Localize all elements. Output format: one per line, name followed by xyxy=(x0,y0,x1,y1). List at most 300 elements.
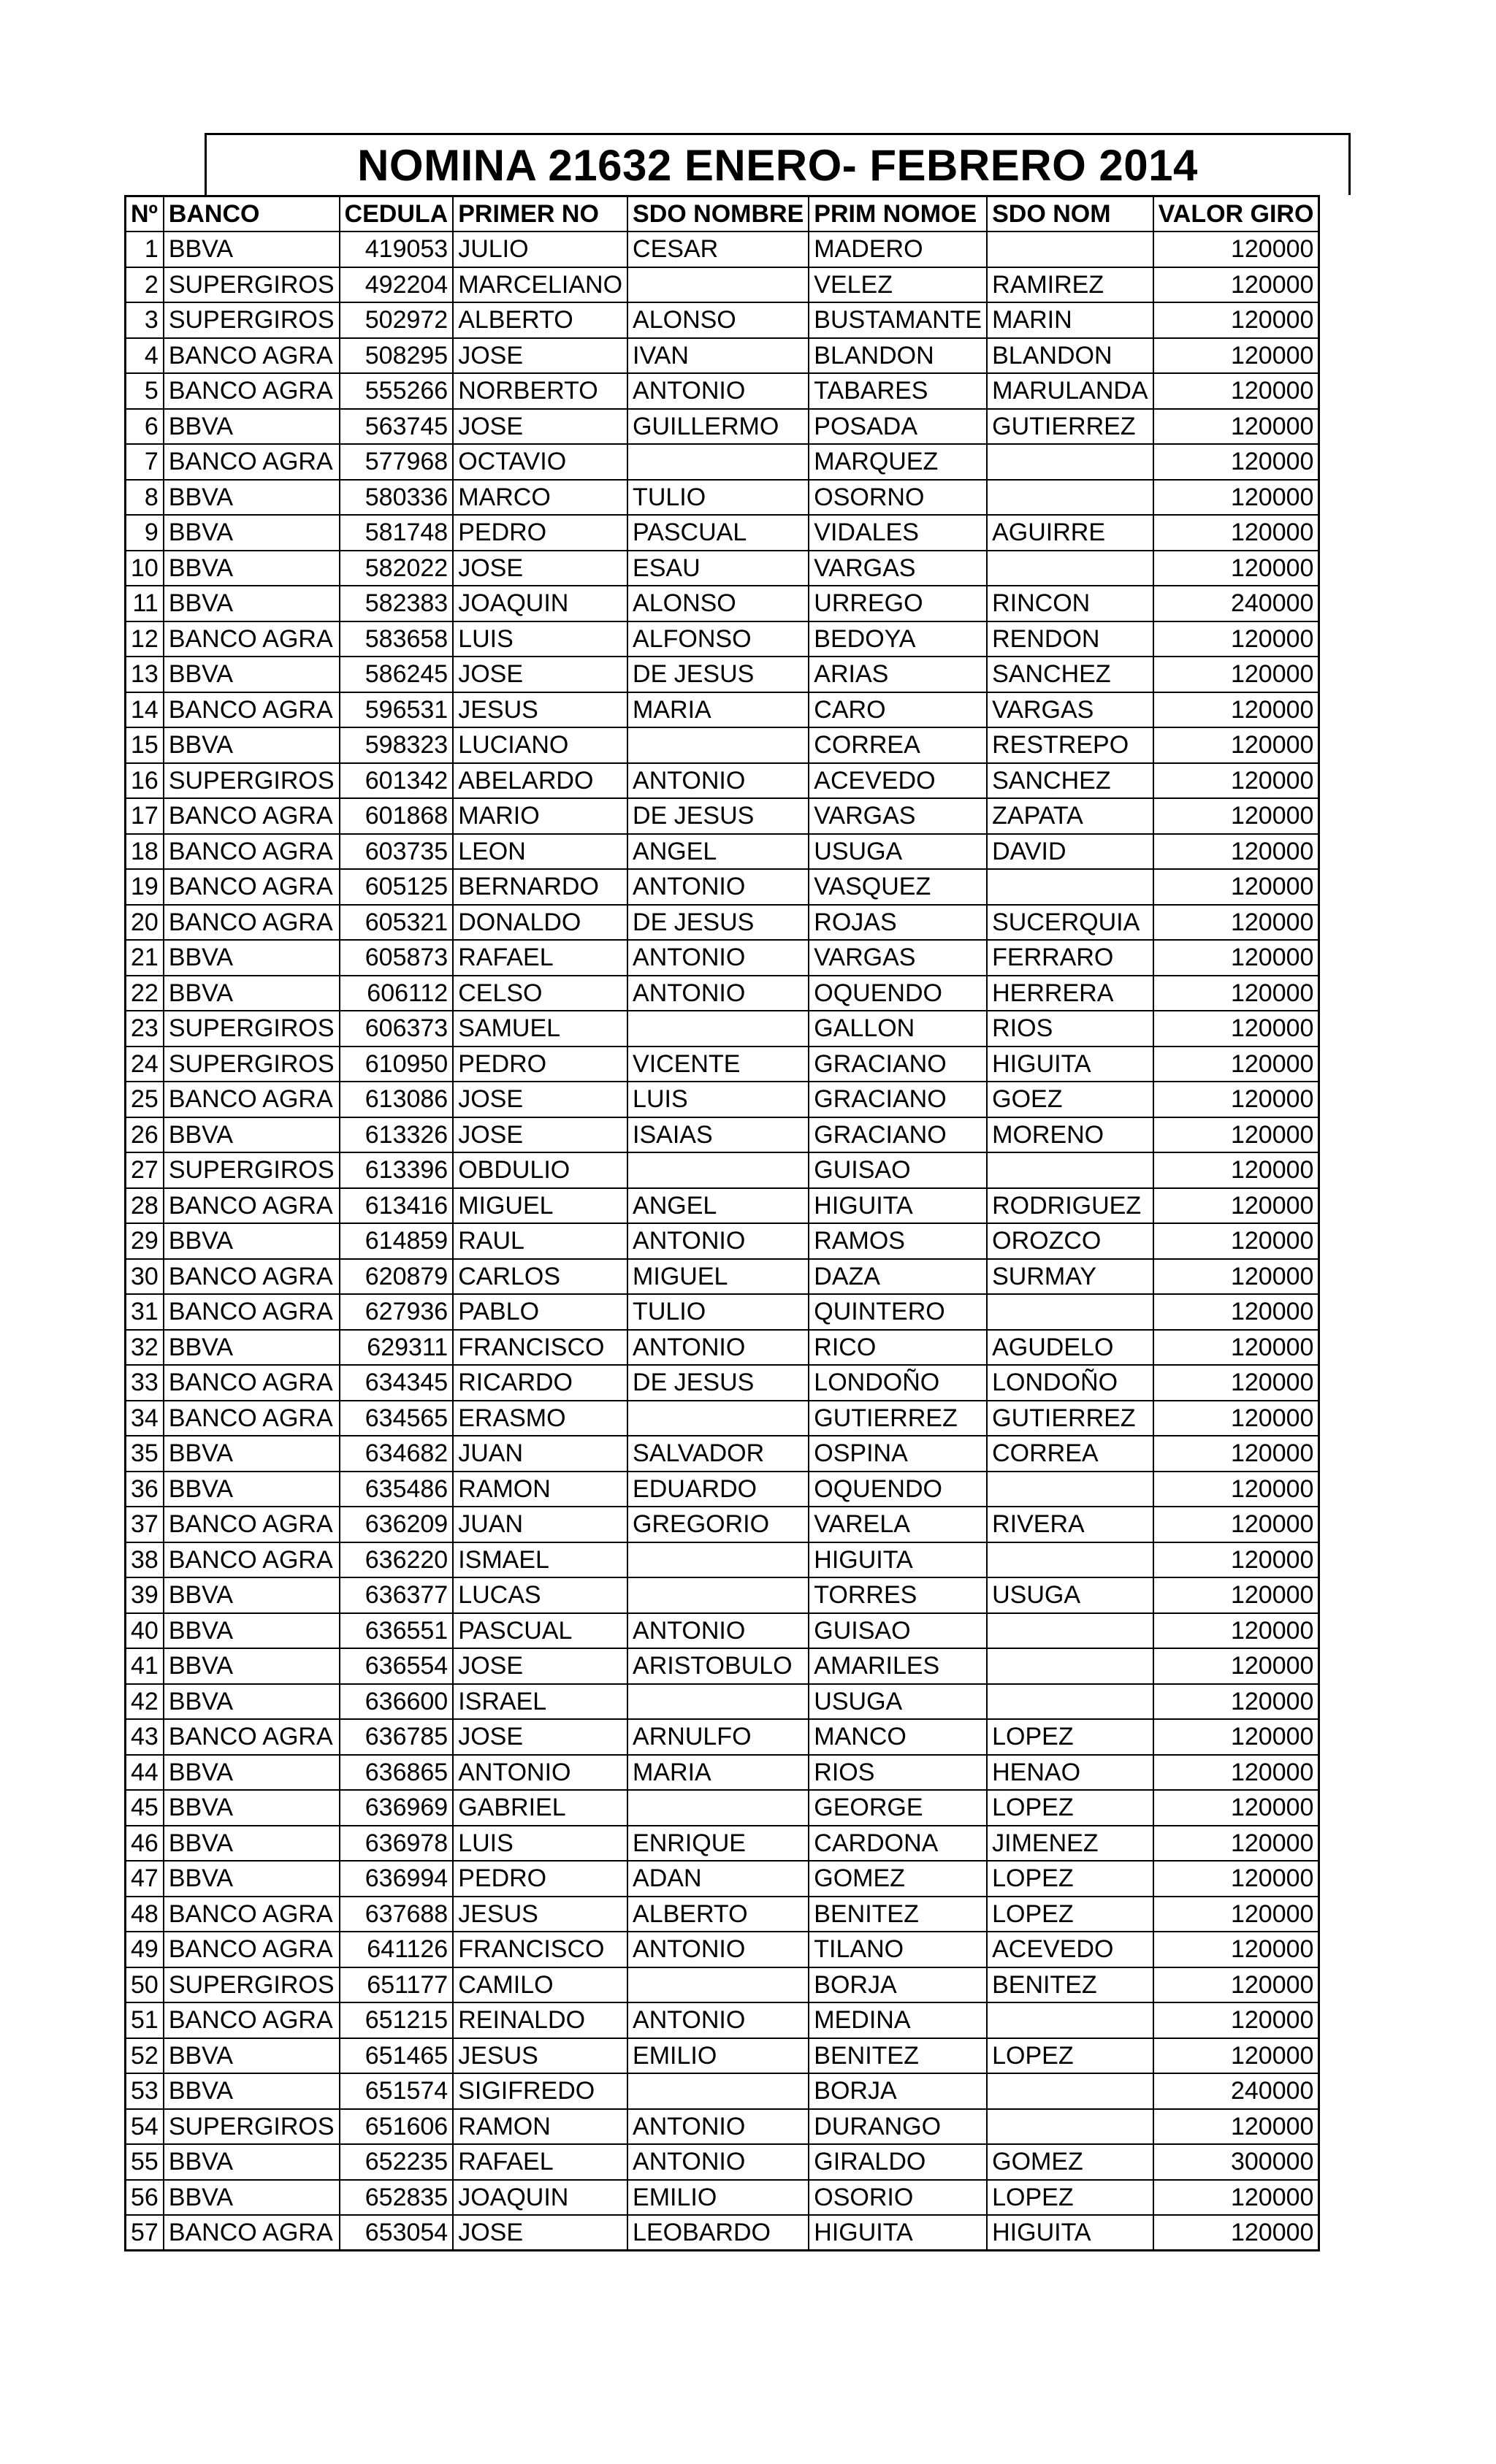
row-number: 51 xyxy=(126,2002,164,2038)
second-surname-cell: VARGAS xyxy=(987,692,1153,728)
table-row xyxy=(126,444,1319,480)
second-name-cell: ANTONIO xyxy=(627,2002,809,2038)
first-name-cell: JESUS xyxy=(453,1897,627,1932)
amount-cell: 120000 xyxy=(1153,373,1319,409)
bank-cell: BBVA xyxy=(164,727,340,763)
second-surname-cell: SUCERQUIA xyxy=(987,905,1153,941)
id-cell: 636377 xyxy=(340,1577,454,1613)
second-surname-cell: GOMEZ xyxy=(987,2144,1153,2180)
second-surname-cell: AGUIRRE xyxy=(987,515,1153,551)
first-surname-cell: CARO xyxy=(809,692,987,728)
header-second-surname: SDO NOM xyxy=(987,196,1153,232)
second-surname-cell: GUTIERREZ xyxy=(987,1401,1153,1436)
table-row xyxy=(126,1719,1319,1755)
first-surname-cell: HIGUITA xyxy=(809,2215,987,2251)
bank-cell: BANCO AGRA xyxy=(164,1259,340,1295)
row-number: 48 xyxy=(126,1897,164,1932)
id-cell: 577968 xyxy=(340,444,454,480)
first-surname-cell: AMARILES xyxy=(809,1648,987,1684)
bank-cell: SUPERGIROS xyxy=(164,1011,340,1047)
id-cell: 653054 xyxy=(340,2215,454,2251)
id-cell: 610950 xyxy=(340,1047,454,1082)
row-number: 31 xyxy=(126,1294,164,1330)
second-surname-cell: SANCHEZ xyxy=(987,657,1153,692)
amount-cell: 120000 xyxy=(1153,515,1319,551)
amount-cell: 120000 xyxy=(1153,409,1319,445)
id-cell: 627936 xyxy=(340,1294,454,1330)
row-number: 49 xyxy=(126,1932,164,1967)
row-number: 24 xyxy=(126,1047,164,1082)
first-surname-cell: GUTIERREZ xyxy=(809,1401,987,1436)
second-surname-cell: HIGUITA xyxy=(987,1047,1153,1082)
first-name-cell: CAMILO xyxy=(453,1967,627,2003)
row-number: 4 xyxy=(126,338,164,374)
id-cell: 605321 xyxy=(340,905,454,941)
table-row xyxy=(126,1542,1319,1578)
id-cell: 636994 xyxy=(340,1861,454,1897)
second-name-cell: LUIS xyxy=(627,1082,809,1117)
bank-cell: BANCO AGRA xyxy=(164,692,340,728)
second-name-cell xyxy=(627,1967,809,2003)
second-name-cell: GREGORIO xyxy=(627,1507,809,1542)
first-surname-cell: BENITEZ xyxy=(809,1897,987,1932)
second-name-cell xyxy=(627,2073,809,2109)
first-name-cell: BERNARDO xyxy=(453,869,627,905)
bank-cell: BBVA xyxy=(164,2144,340,2180)
second-name-cell: EMILIO xyxy=(627,2180,809,2216)
row-number: 25 xyxy=(126,1082,164,1117)
header-row xyxy=(126,196,1319,232)
row-number: 55 xyxy=(126,2144,164,2180)
first-name-cell: ABELARDO xyxy=(453,763,627,799)
row-number: 23 xyxy=(126,1011,164,1047)
amount-cell: 120000 xyxy=(1153,1259,1319,1295)
id-cell: 580336 xyxy=(340,480,454,516)
bank-cell: SUPERGIROS xyxy=(164,763,340,799)
id-cell: 636865 xyxy=(340,1755,454,1791)
second-surname-cell xyxy=(987,1648,1153,1684)
second-name-cell: MIGUEL xyxy=(627,1259,809,1295)
table-row xyxy=(126,798,1319,834)
amount-cell: 120000 xyxy=(1153,1613,1319,1649)
second-name-cell xyxy=(627,1152,809,1188)
first-name-cell: JOSE xyxy=(453,657,627,692)
header-first-surname: PRIM NOMOE xyxy=(809,196,987,232)
first-surname-cell: GRACIANO xyxy=(809,1117,987,1153)
id-cell: 582022 xyxy=(340,551,454,586)
bank-cell: BANCO AGRA xyxy=(164,2215,340,2251)
first-surname-cell: USUGA xyxy=(809,1684,987,1720)
first-surname-cell: ARIAS xyxy=(809,657,987,692)
bank-cell: BBVA xyxy=(164,940,340,976)
first-surname-cell: ACEVEDO xyxy=(809,763,987,799)
id-cell: 613086 xyxy=(340,1082,454,1117)
amount-cell: 120000 xyxy=(1153,1117,1319,1153)
id-cell: 419053 xyxy=(340,232,454,267)
amount-cell: 120000 xyxy=(1153,1365,1319,1401)
table-row xyxy=(126,2073,1319,2109)
bank-cell: BANCO AGRA xyxy=(164,1188,340,1224)
table-row xyxy=(126,2180,1319,2216)
amount-cell: 120000 xyxy=(1153,727,1319,763)
first-surname-cell: BENITEZ xyxy=(809,2038,987,2074)
second-name-cell: ALONSO xyxy=(627,586,809,621)
amount-cell: 120000 xyxy=(1153,621,1319,657)
amount-cell: 120000 xyxy=(1153,338,1319,374)
amount-cell: 120000 xyxy=(1153,1577,1319,1613)
first-surname-cell: TILANO xyxy=(809,1932,987,1967)
second-name-cell: DE JESUS xyxy=(627,798,809,834)
table-row xyxy=(126,1648,1319,1684)
table-row xyxy=(126,302,1319,338)
row-number: 2 xyxy=(126,267,164,303)
table-row xyxy=(126,1401,1319,1436)
first-name-cell: NORBERTO xyxy=(453,373,627,409)
amount-cell: 120000 xyxy=(1153,869,1319,905)
id-cell: 492204 xyxy=(340,267,454,303)
bank-cell: BBVA xyxy=(164,1755,340,1791)
amount-cell: 120000 xyxy=(1153,905,1319,941)
second-name-cell: ANTONIO xyxy=(627,1613,809,1649)
table-row xyxy=(126,2144,1319,2180)
bank-cell: BANCO AGRA xyxy=(164,621,340,657)
second-surname-cell: RIVERA xyxy=(987,1507,1153,1542)
second-name-cell xyxy=(627,1011,809,1047)
first-surname-cell: HIGUITA xyxy=(809,1542,987,1578)
bank-cell: BBVA xyxy=(164,515,340,551)
id-cell: 601342 xyxy=(340,763,454,799)
id-cell: 555266 xyxy=(340,373,454,409)
first-name-cell: JOAQUIN xyxy=(453,586,627,621)
bank-cell: BANCO AGRA xyxy=(164,444,340,480)
second-surname-cell: LOPEZ xyxy=(987,2038,1153,2074)
id-cell: 605873 xyxy=(340,940,454,976)
second-name-cell: ARNULFO xyxy=(627,1719,809,1755)
header-id: CEDULA xyxy=(340,196,454,232)
bank-cell: BANCO AGRA xyxy=(164,2002,340,2038)
amount-cell: 120000 xyxy=(1153,444,1319,480)
second-surname-cell: HERRERA xyxy=(987,976,1153,1011)
first-name-cell: ISMAEL xyxy=(453,1542,627,1578)
bank-cell: BANCO AGRA xyxy=(164,834,340,870)
bank-cell: BANCO AGRA xyxy=(164,1897,340,1932)
bank-cell: BBVA xyxy=(164,551,340,586)
first-name-cell: MARIO xyxy=(453,798,627,834)
bank-cell: BBVA xyxy=(164,409,340,445)
first-surname-cell: HIGUITA xyxy=(809,1188,987,1224)
amount-cell: 120000 xyxy=(1153,1826,1319,1862)
amount-cell: 120000 xyxy=(1153,1897,1319,1932)
first-surname-cell: GEORGE xyxy=(809,1790,987,1826)
row-number: 39 xyxy=(126,1577,164,1613)
row-number: 15 xyxy=(126,727,164,763)
first-surname-cell: USUGA xyxy=(809,834,987,870)
second-surname-cell: RESTREPO xyxy=(987,727,1153,763)
amount-cell: 120000 xyxy=(1153,1436,1319,1472)
second-surname-cell xyxy=(987,2073,1153,2109)
id-cell: 614859 xyxy=(340,1223,454,1259)
second-name-cell: ESAU xyxy=(627,551,809,586)
id-cell: 635486 xyxy=(340,1472,454,1507)
first-name-cell: ERASMO xyxy=(453,1401,627,1436)
table-row xyxy=(126,232,1319,267)
second-name-cell: VICENTE xyxy=(627,1047,809,1082)
table-row xyxy=(126,1897,1319,1932)
first-name-cell: JESUS xyxy=(453,692,627,728)
table-row xyxy=(126,976,1319,1011)
id-cell: 596531 xyxy=(340,692,454,728)
first-name-cell: RAFAEL xyxy=(453,940,627,976)
id-cell: 634565 xyxy=(340,1401,454,1436)
amount-cell: 120000 xyxy=(1153,692,1319,728)
amount-cell: 120000 xyxy=(1153,763,1319,799)
id-cell: 636551 xyxy=(340,1613,454,1649)
second-surname-cell: MORENO xyxy=(987,1117,1153,1153)
second-surname-cell: SURMAY xyxy=(987,1259,1153,1295)
second-surname-cell xyxy=(987,1294,1153,1330)
second-name-cell: IVAN xyxy=(627,338,809,374)
second-surname-cell: BLANDON xyxy=(987,338,1153,374)
row-number: 36 xyxy=(126,1472,164,1507)
first-name-cell: JUAN xyxy=(453,1507,627,1542)
id-cell: 613416 xyxy=(340,1188,454,1224)
table-row xyxy=(126,373,1319,409)
first-name-cell: SAMUEL xyxy=(453,1011,627,1047)
second-name-cell: EMILIO xyxy=(627,2038,809,2074)
bank-cell: BANCO AGRA xyxy=(164,1294,340,1330)
bank-cell: BANCO AGRA xyxy=(164,905,340,941)
second-name-cell: ANTONIO xyxy=(627,940,809,976)
second-surname-cell: SANCHEZ xyxy=(987,763,1153,799)
second-name-cell: ANTONIO xyxy=(627,1223,809,1259)
bank-cell: BBVA xyxy=(164,1613,340,1649)
table-row xyxy=(126,1932,1319,1967)
first-name-cell: CARLOS xyxy=(453,1259,627,1295)
second-name-cell: ANTONIO xyxy=(627,2144,809,2180)
second-name-cell: SALVADOR xyxy=(627,1436,809,1472)
table-row xyxy=(126,1755,1319,1791)
id-cell: 634345 xyxy=(340,1365,454,1401)
row-number: 33 xyxy=(126,1365,164,1401)
bank-cell: SUPERGIROS xyxy=(164,267,340,303)
amount-cell: 120000 xyxy=(1153,2038,1319,2074)
amount-cell: 120000 xyxy=(1153,1047,1319,1082)
bank-cell: BBVA xyxy=(164,1648,340,1684)
amount-cell: 120000 xyxy=(1153,1648,1319,1684)
first-surname-cell: OSPINA xyxy=(809,1436,987,1472)
bank-cell: BBVA xyxy=(164,1330,340,1366)
first-name-cell: ISRAEL xyxy=(453,1684,627,1720)
second-surname-cell: RODRIGUEZ xyxy=(987,1188,1153,1224)
second-name-cell: MARIA xyxy=(627,692,809,728)
first-surname-cell: MARQUEZ xyxy=(809,444,987,480)
row-number: 19 xyxy=(126,869,164,905)
first-surname-cell: GUISAO xyxy=(809,1152,987,1188)
bank-cell: SUPERGIROS xyxy=(164,2109,340,2145)
id-cell: 583658 xyxy=(340,621,454,657)
first-surname-cell: CORREA xyxy=(809,727,987,763)
second-surname-cell xyxy=(987,869,1153,905)
amount-cell: 120000 xyxy=(1153,1188,1319,1224)
amount-cell: 300000 xyxy=(1153,2144,1319,2180)
amount-cell: 120000 xyxy=(1153,1011,1319,1047)
first-name-cell: LUCIANO xyxy=(453,727,627,763)
second-name-cell: PASCUAL xyxy=(627,515,809,551)
second-surname-cell: BENITEZ xyxy=(987,1967,1153,2003)
amount-cell: 120000 xyxy=(1153,657,1319,692)
bank-cell: BANCO AGRA xyxy=(164,1542,340,1578)
second-surname-cell xyxy=(987,1684,1153,1720)
first-surname-cell: LONDOÑO xyxy=(809,1365,987,1401)
table-row xyxy=(126,621,1319,657)
first-surname-cell: GALLON xyxy=(809,1011,987,1047)
table-row xyxy=(126,1330,1319,1366)
second-name-cell: ANTONIO xyxy=(627,763,809,799)
table-row xyxy=(126,1082,1319,1117)
first-surname-cell: GOMEZ xyxy=(809,1861,987,1897)
second-surname-cell: ZAPATA xyxy=(987,798,1153,834)
bank-cell: BBVA xyxy=(164,1577,340,1613)
amount-cell: 120000 xyxy=(1153,2002,1319,2038)
first-surname-cell: VIDALES xyxy=(809,515,987,551)
table-row xyxy=(126,1613,1319,1649)
second-surname-cell: ACEVEDO xyxy=(987,1932,1153,1967)
first-name-cell: OCTAVIO xyxy=(453,444,627,480)
bank-cell: BANCO AGRA xyxy=(164,1932,340,1967)
id-cell: 620879 xyxy=(340,1259,454,1295)
first-name-cell: JOSE xyxy=(453,409,627,445)
second-surname-cell xyxy=(987,1613,1153,1649)
first-name-cell: JUAN xyxy=(453,1436,627,1472)
first-name-cell: LUCAS xyxy=(453,1577,627,1613)
second-name-cell xyxy=(627,1790,809,1826)
first-surname-cell: BORJA xyxy=(809,2073,987,2109)
amount-cell: 120000 xyxy=(1153,1684,1319,1720)
first-surname-cell: RAMOS xyxy=(809,1223,987,1259)
second-surname-cell: JIMENEZ xyxy=(987,1826,1153,1862)
first-name-cell: RICARDO xyxy=(453,1365,627,1401)
first-name-cell: LEON xyxy=(453,834,627,870)
bank-cell: BBVA xyxy=(164,480,340,516)
first-name-cell: LUIS xyxy=(453,1826,627,1862)
bank-cell: BANCO AGRA xyxy=(164,798,340,834)
row-number: 45 xyxy=(126,1790,164,1826)
table-row xyxy=(126,1577,1319,1613)
table-row xyxy=(126,1188,1319,1224)
table-row xyxy=(126,905,1319,941)
amount-cell: 120000 xyxy=(1153,940,1319,976)
table-row xyxy=(126,1294,1319,1330)
second-name-cell: CESAR xyxy=(627,232,809,267)
second-name-cell: ENRIQUE xyxy=(627,1826,809,1862)
first-name-cell: JOSE xyxy=(453,551,627,586)
bank-cell: BBVA xyxy=(164,2073,340,2109)
first-surname-cell: ROJAS xyxy=(809,905,987,941)
table-row xyxy=(126,1790,1319,1826)
first-surname-cell: MANCO xyxy=(809,1719,987,1755)
table-row xyxy=(126,1507,1319,1542)
table-row xyxy=(126,1223,1319,1259)
first-surname-cell: OQUENDO xyxy=(809,1472,987,1507)
table-row xyxy=(126,692,1319,728)
amount-cell: 120000 xyxy=(1153,232,1319,267)
table-row xyxy=(126,1259,1319,1295)
first-name-cell: OBDULIO xyxy=(453,1152,627,1188)
second-surname-cell xyxy=(987,232,1153,267)
first-surname-cell: RICO xyxy=(809,1330,987,1366)
first-name-cell: JESUS xyxy=(453,2038,627,2074)
bank-cell: BANCO AGRA xyxy=(164,1507,340,1542)
row-number: 29 xyxy=(126,1223,164,1259)
header-amount: VALOR GIRO xyxy=(1153,196,1319,232)
amount-cell: 240000 xyxy=(1153,586,1319,621)
first-name-cell: MARCELIANO xyxy=(453,267,627,303)
second-name-cell: ANTONIO xyxy=(627,373,809,409)
first-name-cell: ALBERTO xyxy=(453,302,627,338)
second-surname-cell: MARIN xyxy=(987,302,1153,338)
second-name-cell: DE JESUS xyxy=(627,1365,809,1401)
first-name-cell: PEDRO xyxy=(453,515,627,551)
id-cell: 586245 xyxy=(340,657,454,692)
row-number: 44 xyxy=(126,1755,164,1791)
first-surname-cell: OSORIO xyxy=(809,2180,987,2216)
second-name-cell: ANTONIO xyxy=(627,2109,809,2145)
table-row xyxy=(126,1436,1319,1472)
row-number: 1 xyxy=(126,232,164,267)
id-cell: 606112 xyxy=(340,976,454,1011)
second-surname-cell: MARULANDA xyxy=(987,373,1153,409)
id-cell: 636220 xyxy=(340,1542,454,1578)
first-surname-cell: GUISAO xyxy=(809,1613,987,1649)
bank-cell: SUPERGIROS xyxy=(164,1047,340,1082)
bank-cell: BBVA xyxy=(164,2038,340,2074)
second-name-cell: MARIA xyxy=(627,1755,809,1791)
payroll-table xyxy=(124,195,1320,2251)
first-surname-cell: VARELA xyxy=(809,1507,987,1542)
first-surname-cell: VARGAS xyxy=(809,798,987,834)
bank-cell: BANCO AGRA xyxy=(164,869,340,905)
first-surname-cell: BLANDON xyxy=(809,338,987,374)
second-surname-cell xyxy=(987,2109,1153,2145)
row-number: 46 xyxy=(126,1826,164,1862)
table-row xyxy=(126,1861,1319,1897)
amount-cell: 120000 xyxy=(1153,1755,1319,1791)
amount-cell: 120000 xyxy=(1153,1790,1319,1826)
amount-cell: 120000 xyxy=(1153,1861,1319,1897)
sheet-title: NOMINA 21632 ENERO- FEBRERO 2014 xyxy=(205,133,1351,195)
bank-cell: BANCO AGRA xyxy=(164,1719,340,1755)
second-surname-cell: RAMIREZ xyxy=(987,267,1153,303)
second-name-cell xyxy=(627,1542,809,1578)
second-name-cell: ANGEL xyxy=(627,1188,809,1224)
first-surname-cell: BORJA xyxy=(809,1967,987,2003)
amount-cell: 120000 xyxy=(1153,551,1319,586)
id-cell: 563745 xyxy=(340,409,454,445)
second-surname-cell: FERRARO xyxy=(987,940,1153,976)
table-body xyxy=(126,232,1319,2251)
second-name-cell: ISAIAS xyxy=(627,1117,809,1153)
second-name-cell: TULIO xyxy=(627,1294,809,1330)
amount-cell: 120000 xyxy=(1153,1967,1319,2003)
second-surname-cell: RINCON xyxy=(987,586,1153,621)
amount-cell: 120000 xyxy=(1153,480,1319,516)
id-cell: 636785 xyxy=(340,1719,454,1755)
id-cell: 613396 xyxy=(340,1152,454,1188)
second-surname-cell: USUGA xyxy=(987,1577,1153,1613)
id-cell: 629311 xyxy=(340,1330,454,1366)
bank-cell: BBVA xyxy=(164,1826,340,1862)
id-cell: 652235 xyxy=(340,2144,454,2180)
